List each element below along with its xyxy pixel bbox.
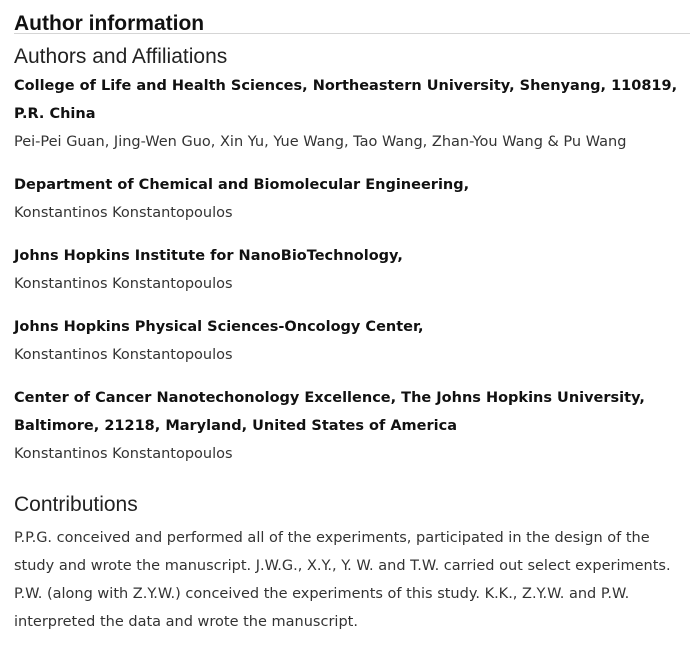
affiliation-authors[interactable]: Konstantinos Konstantopoulos bbox=[14, 446, 233, 462]
section-title: Author information bbox=[14, 12, 205, 35]
authors-affiliations-heading: Authors and Affiliations bbox=[14, 45, 228, 68]
affiliation-item bbox=[14, 384, 690, 468]
author-information-section bbox=[14, 0, 690, 636]
affiliation-item bbox=[14, 171, 690, 227]
affiliation-item bbox=[14, 313, 690, 369]
affiliation-authors[interactable]: Konstantinos Konstantopoulos bbox=[14, 347, 233, 363]
affiliation-authors[interactable]: Pei-Pei Guan, Jing-Wen Guo, Xin Yu, Yue Wang, Tao Wang, Zhan-You Wang & Pu Wang bbox=[14, 134, 627, 150]
affiliation-name: Department of Chemical and Biomolecular Engineering, bbox=[14, 177, 470, 193]
affiliation-authors[interactable]: Konstantinos Konstantopoulos bbox=[14, 205, 233, 221]
affiliation-name: Johns Hopkins Physical Sciences-Oncology Center, bbox=[14, 319, 424, 335]
affiliation-name: Johns Hopkins Institute for NanoBioTechnology, bbox=[14, 248, 403, 264]
affiliation-item bbox=[14, 242, 690, 298]
affiliations-list bbox=[14, 72, 690, 468]
contributions-heading: Contributions bbox=[14, 493, 138, 516]
affiliation-item bbox=[14, 72, 690, 156]
contributions-text: P.P.G. conceived and performed all of the experiments, participated in the design of the study and wrote the manuscript. J.W.G., X.Y., Y. W. and T.W. carried out select experiments. P.W. (along with Z.Y.W.) conceived the experiments of this study. K.K., Z.Y.W. and P.W. interpreted the data and wrote the manuscript. bbox=[14, 530, 671, 630]
affiliation-authors[interactable]: Konstantinos Konstantopoulos bbox=[14, 276, 233, 292]
affiliation-name: College of Life and Health Sciences, Northeastern University, Shenyang, 110819, P.R. China bbox=[14, 78, 678, 122]
affiliation-name: Center of Cancer Nanotechonology Excellence, The Johns Hopkins University, Baltimore, 21218, Maryland, United States of America bbox=[14, 390, 645, 434]
